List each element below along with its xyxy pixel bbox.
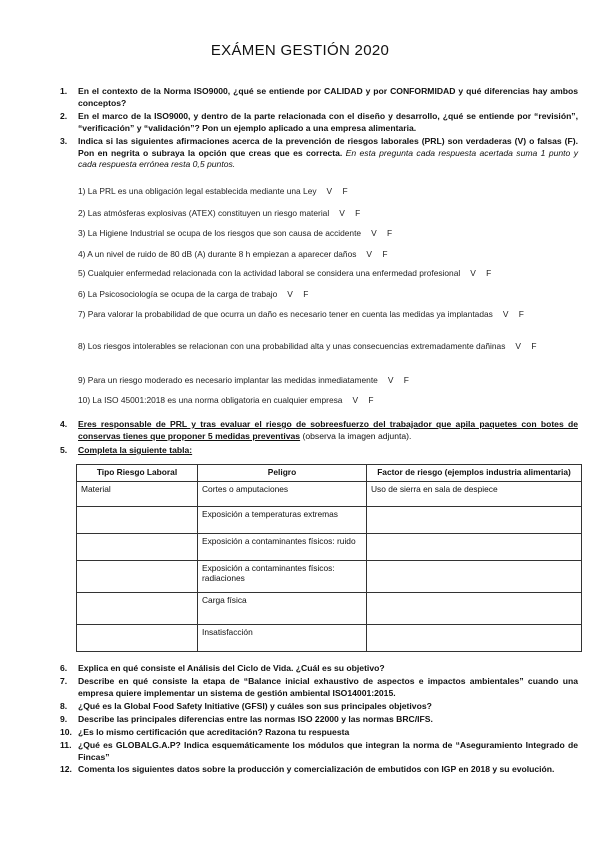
tf-options[interactable]: V F — [502, 309, 524, 319]
table-cell: Exposición a contaminantes físicos: radiaciones — [198, 561, 367, 593]
question-text: Comenta los siguientes datos sobre la producción y comercialización de embutidos con IGP en 2018 y su evolución. — [78, 764, 555, 774]
page-title: EXÁMEN GESTIÓN 2020 — [210, 42, 390, 59]
tf-options[interactable]: V F — [387, 375, 409, 385]
table-cell[interactable] — [77, 507, 198, 534]
risk-table — [76, 464, 582, 652]
table-row — [77, 482, 582, 507]
tf-options[interactable]: V F — [287, 289, 309, 299]
column-header: Peligro — [198, 465, 367, 482]
question-2 — [60, 111, 578, 134]
table-cell[interactable]: Material — [77, 482, 198, 507]
question-text: ¿Qué es la Global Food Safety Initiative (GFSI) y cuáles son sus principales objetivos? — [78, 701, 432, 711]
question-note: (observa la imagen adjunta). — [300, 430, 412, 441]
question-scoring-note: En esta pregunta cada respuesta acertada suma 1 punto y cada respuesta errónea resta 0,5 puntos. — [78, 147, 578, 169]
question-text — [78, 419, 578, 442]
question-number: 3. — [60, 136, 68, 146]
table-cell: Exposición a temperaturas extremas — [198, 507, 367, 534]
question-number: 8. — [60, 701, 68, 711]
question-number: 12. — [60, 764, 72, 774]
table-row — [77, 593, 582, 625]
table-cell[interactable] — [77, 561, 198, 593]
question-text: En el marco de la ISO9000, y dentro de la parte relacionada con el diseño y desarrollo, ¿qué se entiende por “revisión”, “verificación” y “validación”? Pon un ejemplo aplicado a una empresa alimentaria. — [78, 111, 578, 133]
tf-item — [78, 249, 556, 260]
tf-item — [78, 341, 556, 352]
tf-statement: 10) La ISO 45001:2018 es una norma obligatoria en cualquier empresa — [78, 395, 343, 405]
tf-options[interactable]: V F — [371, 228, 393, 238]
question-9 — [60, 714, 578, 726]
question-text: ¿Es lo mismo certificación que acreditación? Razona tu respuesta — [78, 727, 350, 737]
tf-item — [78, 228, 556, 239]
question-number: 4. — [60, 419, 68, 429]
table-row — [77, 561, 582, 593]
question-number: 6. — [60, 663, 68, 673]
question-instructions: Indica si las siguientes afirmaciones acerca de la prevención de riesgos laborales (PRL) son verdaderas (V) o falsas (F). Pon en negrita o subraya la opción que creas que es correcta. — [78, 136, 578, 158]
tf-statement: 9) Para un riesgo moderado es necesario implantar las medidas inmediatamente — [78, 375, 378, 385]
tf-statement: 6) La Psicosociología se ocupa de la carga de trabajo — [78, 289, 278, 299]
table-cell: Cortes o amputaciones — [198, 482, 367, 507]
question-number: 11. — [60, 740, 72, 750]
question-7 — [60, 676, 578, 699]
tf-item — [78, 395, 556, 406]
question-text — [78, 136, 578, 171]
tf-options[interactable]: V F — [366, 249, 388, 259]
table-cell[interactable] — [367, 561, 582, 593]
table-cell[interactable] — [77, 534, 198, 561]
column-header: Tipo Riesgo Laboral — [77, 465, 198, 482]
tf-item — [78, 208, 556, 219]
question-text: Explica en qué consiste el Análisis del Ciclo de Vida. ¿Cuál es su objetivo? — [78, 663, 385, 673]
tf-statement: 4) A un nivel de ruido de 80 dB (A) durante 8 h empiezan a aparecer daños — [78, 249, 357, 259]
tf-item — [78, 268, 556, 279]
question-text: ¿Qué es GLOBALG.A.P? Indica esquemáticamente los módulos que integran la norma de “Aseguramiento Integrado de Fincas” — [78, 740, 578, 762]
tf-statement: 7) Para valorar la probabilidad de que ocurra un daño es necesario tener en cuenta las medidas ya implantadas — [78, 309, 493, 319]
table-cell[interactable] — [367, 625, 582, 652]
question-number: 1. — [60, 86, 68, 96]
table-row — [77, 625, 582, 652]
tf-options[interactable]: V F — [515, 341, 537, 351]
question-text: Describe en qué consiste la etapa de “Balance inicial exhaustivo de aspectos e impactos ambientales” cuando una empresa quiere implementar un sistema de gestión ambiental ISO14001:2015. — [78, 676, 578, 698]
table-cell: Insatisfacción — [198, 625, 367, 652]
question-number: 5. — [60, 445, 68, 455]
tf-options[interactable]: V F — [470, 268, 492, 278]
table-cell[interactable] — [77, 625, 198, 652]
tf-statement: 2) Las atmósferas explosivas (ATEX) constituyen un riesgo material — [78, 208, 330, 218]
question-8 — [60, 701, 578, 713]
question-number: 7. — [60, 676, 68, 686]
table-cell: Exposición a contaminantes físicos: ruido — [198, 534, 367, 561]
tf-options[interactable]: V F — [326, 186, 348, 196]
tf-item — [78, 186, 556, 197]
question-12 — [60, 764, 578, 776]
table-cell: Carga física — [198, 593, 367, 625]
table-row — [77, 534, 582, 561]
tf-statement: 3) La Higiene Industrial se ocupa de los riesgos que son causa de accidente — [78, 228, 362, 238]
tf-statement: 8) Los riesgos intolerables se relacionan con una probabilidad alta y unas consecuencias extremadamente dañinas — [78, 341, 506, 351]
table-cell[interactable] — [367, 534, 582, 561]
column-header: Factor de riesgo (ejemplos industria alimentaria) — [367, 465, 582, 482]
tf-statement: 5) Cualquier enfermedad relacionada con la actividad laboral se considera una enfermedad profesional — [78, 268, 461, 278]
table-cell[interactable] — [367, 593, 582, 625]
question-5 — [60, 445, 578, 457]
tf-options[interactable]: V F — [352, 395, 374, 405]
question-text: Describe las principales diferencias entre las normas ISO 22000 y las normas BRC/IFS. — [78, 714, 433, 724]
question-1 — [60, 86, 578, 109]
table-cell[interactable] — [77, 593, 198, 625]
question-11 — [60, 740, 578, 763]
question-text: En el contexto de la Norma ISO9000, ¿qué se entiende por CALIDAD y por CONFORMIDAD y qué diferencias hay ambos conceptos? — [78, 86, 578, 108]
question-task: Eres responsable de PRL y tras evaluar el riesgo de sobreesfuerzo del trabajador que apila paquetes con botes de conservas tienes que proponer 5 medidas preventivas — [78, 419, 578, 441]
question-number: 9. — [60, 714, 68, 724]
question-4 — [60, 419, 578, 442]
table-cell[interactable]: Uso de sierra en sala de despiece — [367, 482, 582, 507]
question-3 — [60, 136, 578, 171]
question-number: 10. — [60, 727, 72, 737]
table-row — [77, 507, 582, 534]
tf-item — [78, 289, 556, 300]
question-text: Completa la siguiente tabla: — [78, 445, 193, 455]
question-number: 2. — [60, 111, 68, 121]
tf-options[interactable]: V F — [339, 208, 361, 218]
tf-item — [78, 309, 556, 320]
table-cell[interactable] — [367, 507, 582, 534]
tf-item — [78, 375, 556, 386]
table-header-row — [77, 465, 582, 482]
question-6 — [60, 663, 578, 675]
question-10 — [60, 727, 578, 739]
tf-statement: 1) La PRL es una obligación legal establecida mediante una Ley — [78, 186, 317, 196]
